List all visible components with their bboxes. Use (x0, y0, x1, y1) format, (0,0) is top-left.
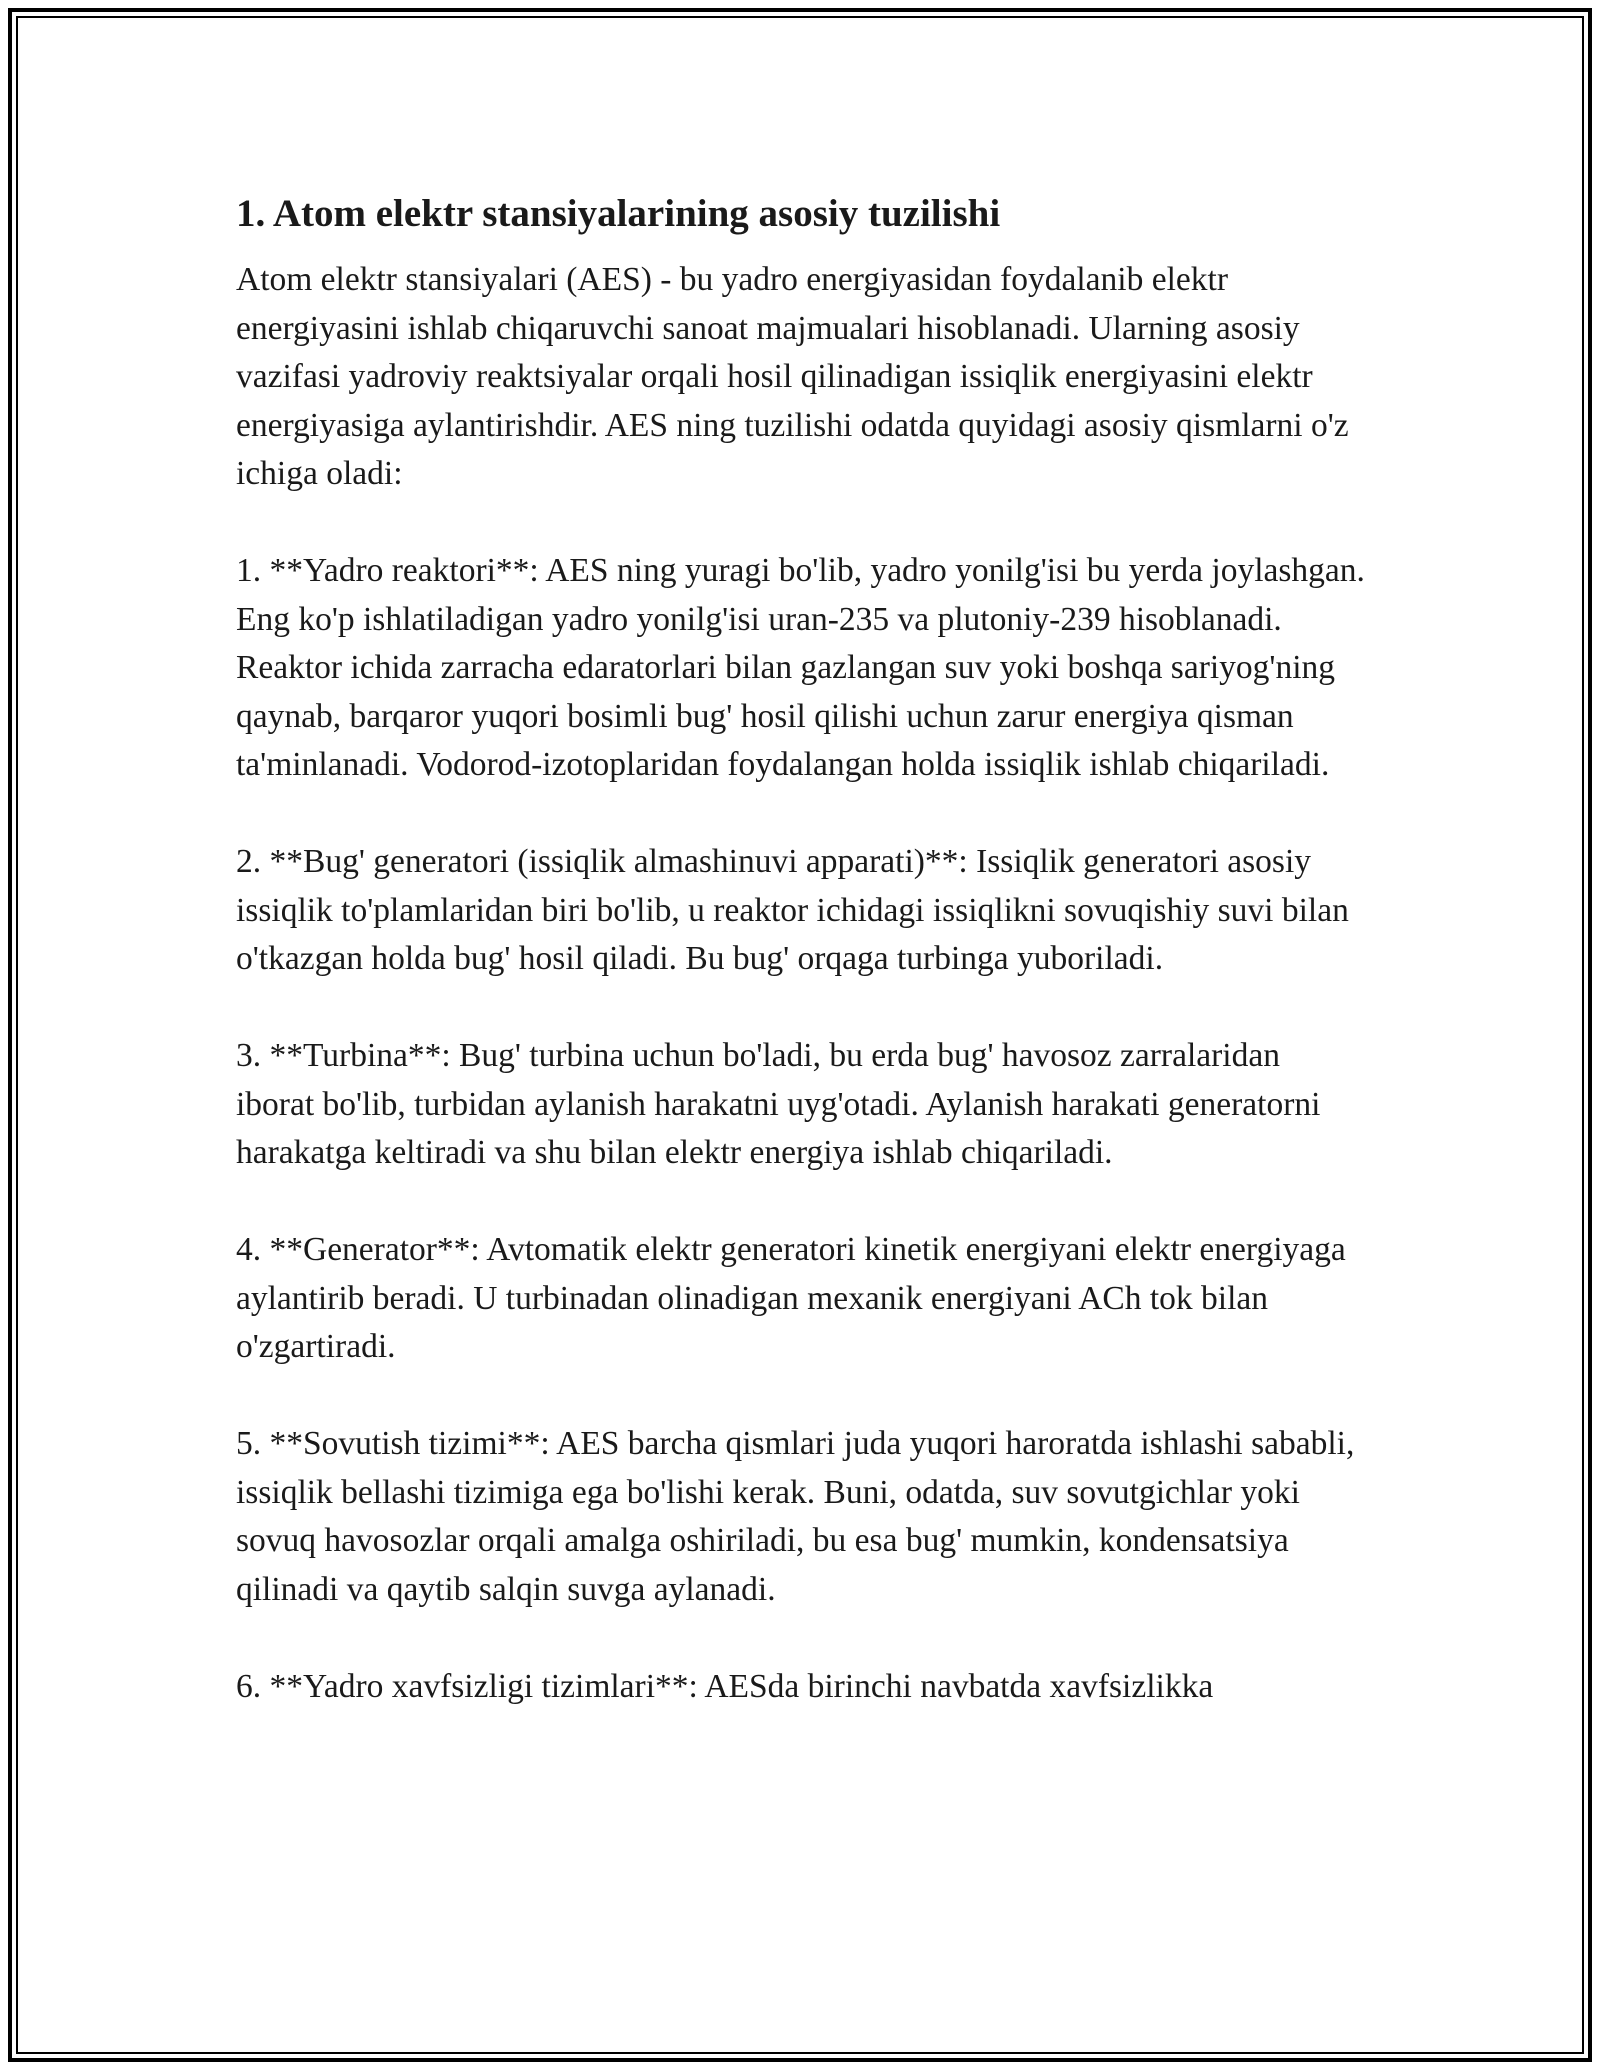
list-item-steam-generator: 2. **Bug' generatori (issiqlik almashinuvi apparati)**: Issiqlik generatori asosiy issiqlik to'plamlaridan biri bo'lib, u reaktor ichidagi issiqlikni sovuqishiy suvi bilan o'tkazgan holda bug' hosil qiladi. Bu bug' orqaga turbinga yuboriladi. (236, 843, 1349, 977)
list-item-reactor: 1. **Yadro reaktori**: AES ning yuragi bo'lib, yadro yonilg'isi bu yerda joylashgan. Eng ko'p ishlatiladigan yadro yonilg'isi uran-235 va plutoniy-239 hisoblanadi. Reaktor ichida zarracha edaratorlari bilan gazlangan suv yoki boshqa sariyog'ning qaynab, barqaror yuqori bosimli bug' hosil qilishi uchun zarur energiya qisman ta'minlanadi. Vodorod-izotoplaridan foydalangan holda issiqlik ishlab chiqariladi. (236, 552, 1365, 783)
list-item-turbine: 3. **Turbina**: Bug' turbina uchun bo'ladi, bu erda bug' havosoz zarralaridan iborat bo'lib, turbidan aylanish harakatni uyg'otadi. Aylanish harakati generatorni harakatga keltiradi va shu bilan elektr energiya ishlab chiqariladi. (236, 1037, 1321, 1171)
list-item-safety-systems: 6. **Yadro xavfsizligi tizimlari**: AESda birinchi navbatda xavfsizlikka (236, 1667, 1214, 1705)
list-item-cooling-system: 5. **Sovutish tizimi**: AES barcha qismlari juda yuqori haroratda ishlashi sababli, issiqlik bellashi tizimiga ega bo'lishi kerak. Buni, odatda, suv sovutgichlar yoki sovuq havosozlar orqali amalga oshiriladi, bu esa bug' mumkin, kondensatsiya qilinadi va qaytib salqin suvga aylanadi. (236, 1425, 1355, 1608)
intro-paragraph: Atom elektr stansiyalari (AES) - bu yadro energiyasidan foydalanib elektr energiyasini ishlab chiqaruvchi sanoat majmualari hisoblanadi. Ularning asosiy vazifasi yadroviy reaktsiyalar orqali hosil qilinadigan issiqlik energiyasini elektr energiyasiga aylantirishdir. AES ning tuzilishi odatda quyidagi asosiy qismlarni o'z ichiga oladi: (236, 261, 1349, 492)
list-item-generator: 4. **Generator**: Avtomatik elektr generatori kinetik energiyani elektr energiyaga aylantirib beradi. U turbinadan olinadigan mexanik energiyani ACh tok bilan o'zgartiradi. (236, 1231, 1346, 1365)
document-body (236, 186, 1366, 1760)
document-title: 1. Atom elektr stansiyalarining asosiy tuzilishi (236, 192, 1001, 235)
